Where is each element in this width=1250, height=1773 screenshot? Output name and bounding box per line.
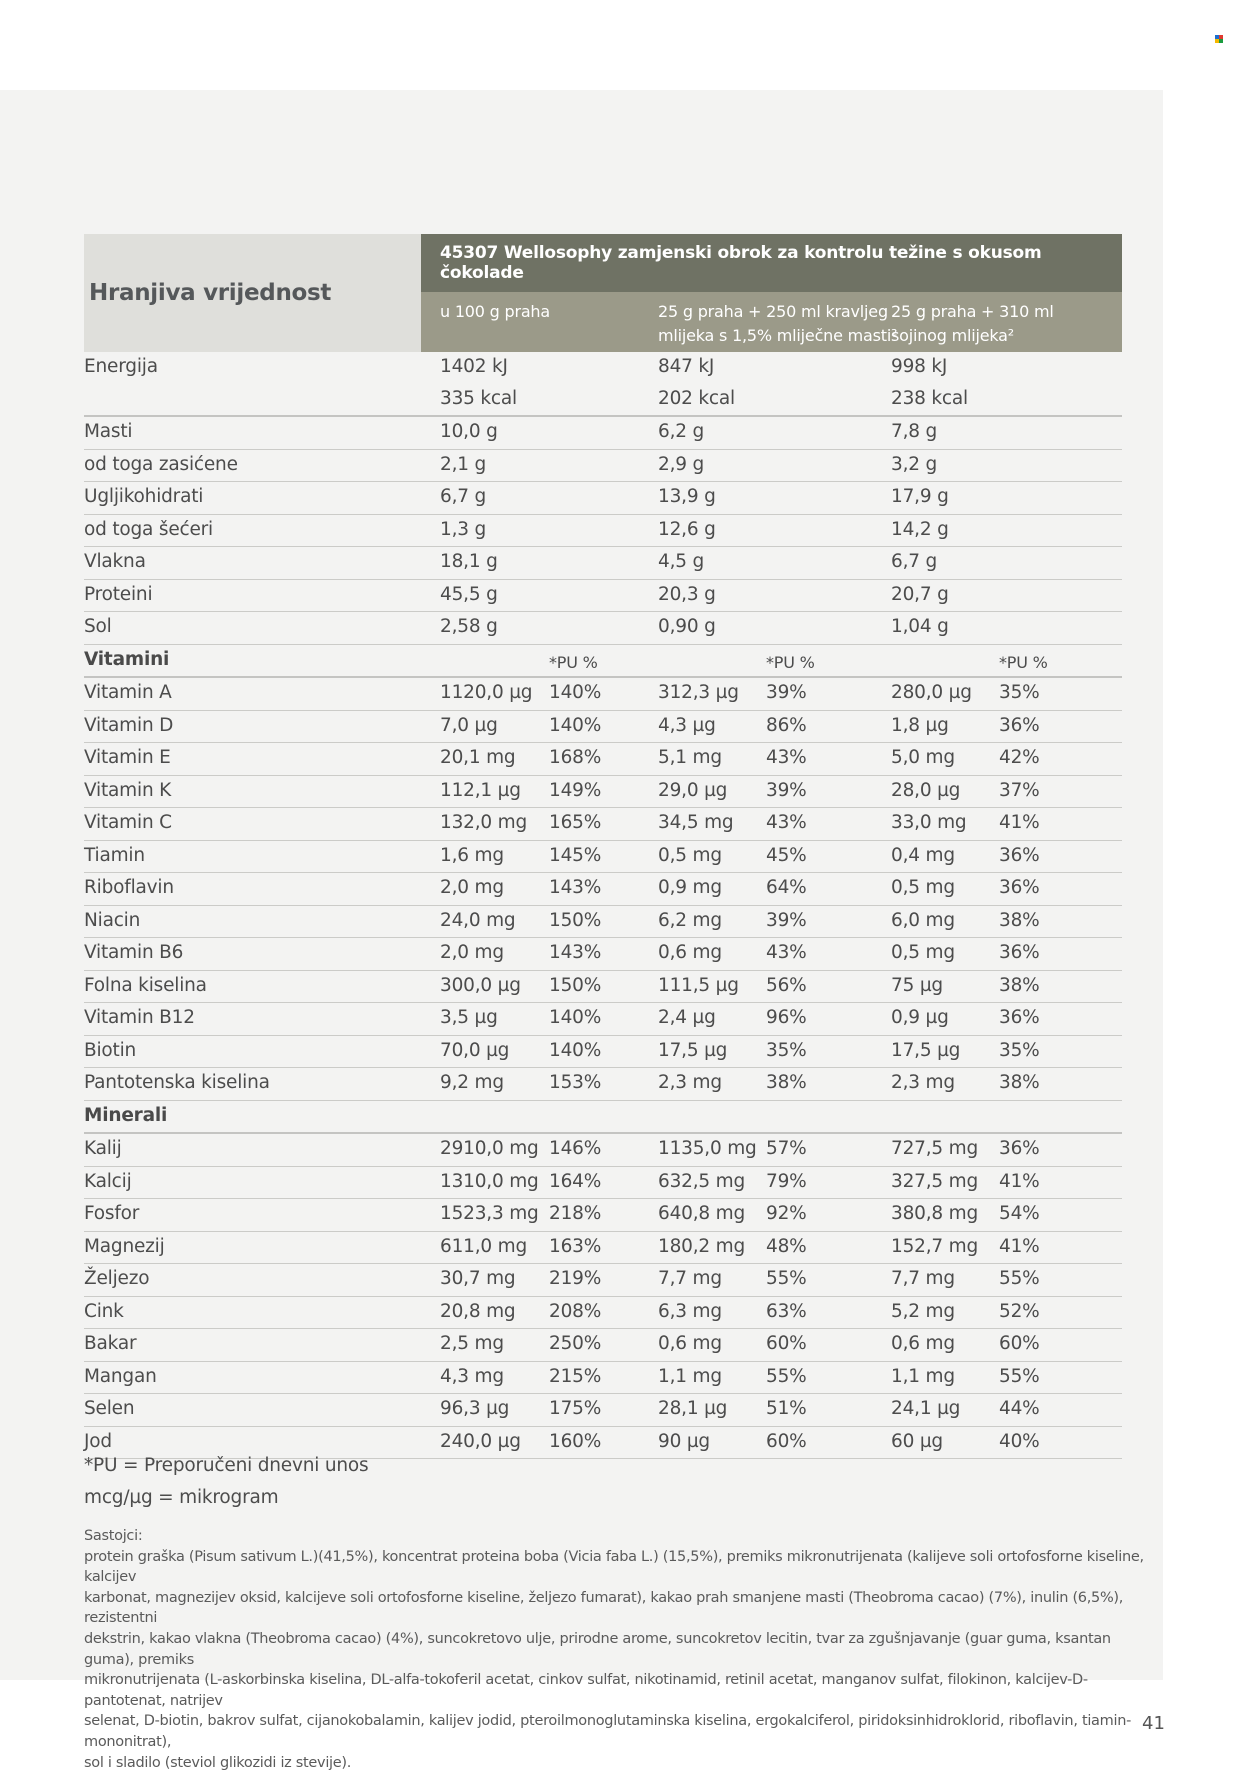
section-label: Minerali [84, 1104, 168, 1126]
cell-percent: 143% [549, 877, 602, 898]
table-row-niacin [84, 906, 1122, 939]
cell-percent: 153% [549, 1072, 602, 1093]
cell-value: 111,5 µg [658, 974, 739, 996]
row-label: Vitamin C [84, 812, 172, 833]
ingredients-line: mikronutrijenata (L-askorbinska kiselina, DL-alfa-tokoferil acetat, cinkov sulfat, nikotinamid, retinil acetat, manganov sulfat, filokinon, kalcijev-D-pantotenat, natrijev [84, 1672, 1088, 1709]
cell-value: 20,8 mg [440, 1300, 516, 1322]
table-row-vitamin-b6 [84, 938, 1122, 971]
cell-percent: 55% [999, 1365, 1040, 1387]
cell-percent: 56% [766, 974, 807, 996]
ingredients-line: dekstrin, kakao vlakna (Theobroma cacao) (4%), suncokretovo ulje, prirodne arome, suncokretov lecitin, tvar za zgušnjavanje (guar guma, ksantan guma), premiks [84, 1630, 1111, 1668]
logo-mark [1215, 35, 1224, 44]
table-row-mangan [84, 1362, 1122, 1395]
column-header-100g: u 100 g praha [440, 302, 550, 321]
cell-percent: 36% [999, 942, 1040, 963]
cell-value: 2910,0 mg [440, 1138, 539, 1159]
table-row-zeljezo [84, 1264, 1122, 1297]
table-row-folna-kiselina [84, 971, 1122, 1004]
cell-value: 1,6 mg [440, 844, 504, 866]
cell-value: 1523,3 mg [440, 1203, 539, 1224]
cell-percent: 140% [549, 682, 602, 703]
table-row-riboflavin [84, 873, 1122, 906]
cell-value: 1,8 µg [891, 714, 949, 736]
cell-value: 998 kJ [891, 356, 948, 377]
table-row-kalij [84, 1134, 1122, 1167]
cell-percent: 35% [766, 1039, 807, 1061]
table-row-ugljikohidrati [84, 482, 1122, 515]
cell-value: 34,5 mg [658, 812, 734, 833]
cell-percent: 96% [766, 1007, 807, 1028]
row-label: Masti [84, 421, 133, 442]
cell-value: 1,1 mg [658, 1365, 722, 1387]
cell-percent: 140% [549, 714, 602, 736]
cell-value: 17,9 g [891, 486, 949, 507]
row-label: Željezo [84, 1268, 150, 1289]
cell-value: 240,0 µg [440, 1430, 521, 1452]
ingredients-line: sol i sladilo (steviol glikozidi iz stevije). [84, 1754, 352, 1771]
cell-percent: 165% [549, 812, 602, 833]
cell-value: 9,2 mg [440, 1072, 504, 1093]
table-row-magnezij [84, 1232, 1122, 1265]
cell-value: 18,1 g [440, 551, 498, 572]
cell-percent: 38% [999, 974, 1040, 996]
table-body [84, 352, 1122, 1459]
cell-value: 20,3 g [658, 583, 716, 605]
section-row-minerals [84, 1101, 1122, 1135]
row-label: od toga zasićene [84, 453, 238, 475]
cell-percent: 37% [999, 779, 1040, 801]
cell-value: 7,7 mg [658, 1268, 722, 1289]
pu-header: *PU % [549, 652, 598, 672]
table-row-kalcij [84, 1167, 1122, 1200]
cell-percent: 40% [999, 1430, 1040, 1452]
column-header-cow-milk: 25 g praha + 250 ml kravljeg mlijeka s 1,5% mliječne masti² [658, 302, 898, 345]
row-label: od toga šećeri [84, 518, 213, 540]
row-label: Jod [84, 1430, 112, 1452]
cell-percent: 36% [999, 877, 1040, 898]
cell-value: 6,2 g [658, 421, 705, 442]
cell-percent: 150% [549, 974, 602, 996]
cell-value: 611,0 mg [440, 1235, 528, 1257]
cell-value: 90 µg [658, 1430, 710, 1452]
row-label: Riboflavin [84, 877, 174, 898]
cell-percent: 36% [999, 1007, 1040, 1028]
cell-value: 2,4 µg [658, 1007, 716, 1028]
cell-value: 3,5 µg [440, 1007, 498, 1028]
cell-value: 60 µg [891, 1430, 943, 1452]
cell-percent: 55% [766, 1365, 807, 1387]
cell-value: 3,2 g [891, 453, 938, 475]
table-row-od-toga-seceri [84, 515, 1122, 548]
cell-value: 13,9 g [658, 486, 716, 507]
cell-value: 30,7 mg [440, 1268, 516, 1289]
cell-value: 0,6 mg [658, 1333, 722, 1354]
table-row-biotin [84, 1036, 1122, 1069]
cell-value: 0,9 µg [891, 1007, 949, 1028]
cell-value: 0,6 mg [891, 1333, 955, 1354]
cell-value: 45,5 g [440, 583, 498, 605]
cell-percent: 35% [999, 682, 1040, 703]
cell-value: 1120,0 µg [440, 682, 533, 703]
cell-value: 6,0 mg [891, 909, 955, 931]
cell-percent: 36% [999, 714, 1040, 736]
row-label: Selen [84, 1398, 135, 1419]
cell-value: 132,0 mg [440, 812, 528, 833]
page-number: 41 [1142, 1713, 1165, 1734]
cell-percent: 38% [999, 909, 1040, 931]
cell-value: 335 kcal [440, 387, 517, 409]
table-row-energy-kj [84, 352, 1122, 384]
cell-percent: 79% [766, 1170, 807, 1192]
cell-percent: 39% [766, 779, 807, 801]
cell-value: 4,3 mg [440, 1365, 504, 1387]
serving-columns-header [421, 292, 1122, 352]
cell-value: 2,3 mg [891, 1072, 955, 1093]
footnotes [84, 1450, 368, 1514]
cell-value: 2,5 mg [440, 1333, 504, 1354]
cell-percent: 60% [766, 1430, 807, 1452]
product-header [421, 234, 1122, 292]
footnote-pu: *PU = Preporučeni dnevni unos [84, 1455, 369, 1476]
cell-percent: 150% [549, 909, 602, 931]
cell-percent: 55% [999, 1268, 1040, 1289]
table-row-vitamin-d [84, 711, 1122, 744]
table-row-vitamin-k [84, 776, 1122, 809]
cell-value: 75 µg [891, 974, 943, 996]
row-label: Vlakna [84, 551, 146, 572]
cell-percent: 92% [766, 1203, 807, 1224]
cell-value: 0,90 g [658, 616, 716, 637]
cell-value: 12,6 g [658, 518, 716, 540]
cell-percent: 175% [549, 1398, 602, 1419]
cell-value: 4,3 µg [658, 714, 716, 736]
cell-value: 33,0 mg [891, 812, 967, 833]
product-name: 45307 Wellosophy zamjenski obrok za kontrolu težine s okusom čokolade [440, 243, 1042, 283]
row-label: Proteini [84, 583, 153, 605]
row-label: Folna kiselina [84, 974, 207, 996]
table-row-vitamin-a [84, 678, 1122, 711]
cell-value: 70,0 µg [440, 1039, 510, 1061]
cell-value: 238 kcal [891, 387, 968, 409]
cell-percent: 64% [766, 877, 807, 898]
cell-value: 0,5 mg [891, 942, 955, 963]
cell-percent: 218% [549, 1203, 602, 1224]
cell-percent: 164% [549, 1170, 602, 1192]
row-label: Cink [84, 1300, 124, 1322]
cell-value: 24,1 µg [891, 1398, 961, 1419]
cell-percent: 45% [766, 844, 807, 866]
cell-percent: 55% [766, 1268, 807, 1289]
table-header-left [84, 234, 421, 352]
cell-percent: 60% [766, 1333, 807, 1354]
cell-percent: 43% [766, 812, 807, 833]
cell-percent: 163% [549, 1235, 602, 1257]
row-label: Vitamin K [84, 779, 172, 801]
table-row-od-toga-zasicene [84, 450, 1122, 483]
cell-value: 17,5 µg [658, 1039, 728, 1061]
table-row-fosfor [84, 1199, 1122, 1232]
pu-header: *PU % [766, 652, 815, 672]
cell-value: 6,3 mg [658, 1300, 722, 1322]
row-label: Vitamin D [84, 714, 174, 736]
pu-header: *PU % [999, 652, 1048, 672]
table-row-pantotenska-kiselina [84, 1068, 1122, 1101]
row-label: Vitamin E [84, 747, 171, 768]
ingredients [84, 1526, 1144, 1773]
ingredients-line: selenat, D-biotin, bakrov sulfat, cijanokobalamin, kalijev jodid, pteroilmonoglutaminska kiselina, ergokalciferol, piridoksinhidroklorid, riboflavin, tiamin-mononitrat), [84, 1713, 1132, 1750]
row-label: Energija [84, 356, 158, 377]
cell-percent: 51% [766, 1398, 807, 1419]
cell-percent: 86% [766, 714, 807, 736]
cell-percent: 43% [766, 942, 807, 963]
cell-percent: 36% [999, 844, 1040, 866]
table-row-bakar [84, 1329, 1122, 1362]
row-label: Kalij [84, 1138, 122, 1159]
row-label: Vitamin B12 [84, 1007, 195, 1028]
cell-value: 727,5 mg [891, 1138, 979, 1159]
cell-value: 29,0 µg [658, 779, 728, 801]
cell-value: 280,0 µg [891, 682, 972, 703]
column-header-soy-milk: 25 g praha + 310 ml sojinog mlijeka² [891, 302, 1054, 345]
cell-value: 14,2 g [891, 518, 949, 540]
nutrition-table [84, 234, 1122, 1459]
cell-percent: 36% [999, 1138, 1040, 1159]
cell-percent: 38% [766, 1072, 807, 1093]
cell-percent: 219% [549, 1268, 602, 1289]
cell-value: 28,1 µg [658, 1398, 728, 1419]
cell-value: 640,8 mg [658, 1203, 746, 1224]
row-label: Mangan [84, 1365, 157, 1387]
row-label: Tiamin [84, 844, 145, 866]
cell-value: 7,0 µg [440, 714, 498, 736]
cell-percent: 43% [766, 747, 807, 768]
cell-value: 6,7 g [440, 486, 487, 507]
cell-percent: 35% [999, 1039, 1040, 1061]
table-header [84, 234, 1122, 352]
cell-value: 2,58 g [440, 616, 498, 637]
cell-percent: 160% [549, 1430, 602, 1452]
cell-percent: 250% [549, 1333, 602, 1354]
cell-percent: 52% [999, 1300, 1040, 1322]
row-label: Pantotenska kiselina [84, 1072, 270, 1093]
cell-percent: 140% [549, 1007, 602, 1028]
cell-percent: 38% [999, 1072, 1040, 1093]
cell-value: 1135,0 mg [658, 1138, 757, 1159]
table-row-vitamin-c [84, 808, 1122, 841]
cell-value: 1,3 g [440, 518, 487, 540]
table-row-vlakna [84, 547, 1122, 580]
cell-percent: 143% [549, 942, 602, 963]
cell-value: 6,2 mg [658, 909, 722, 931]
cell-value: 5,0 mg [891, 747, 955, 768]
cell-percent: 41% [999, 1170, 1040, 1192]
cell-value: 24,0 mg [440, 909, 516, 931]
ingredients-line: protein graška (Pisum sativum L.)(41,5%), koncentrat proteina boba (Vicia faba L.) (15,5%), premiks mikronutrijenata (kalijeve soli ortofosforne kiseline, kalcijev [84, 1548, 1144, 1586]
cell-percent: 54% [999, 1203, 1040, 1224]
cell-value: 202 kcal [658, 387, 735, 409]
row-label: Kalcij [84, 1170, 132, 1192]
cell-percent: 48% [766, 1235, 807, 1257]
row-label: Magnezij [84, 1235, 165, 1257]
cell-value: 2,9 g [658, 453, 705, 475]
cell-value: 112,1 µg [440, 779, 521, 801]
cell-value: 2,0 mg [440, 942, 504, 963]
cell-value: 10,0 g [440, 421, 498, 442]
table-row-cink [84, 1297, 1122, 1330]
cell-value: 847 kJ [658, 356, 715, 377]
row-label: Sol [84, 616, 112, 637]
cell-percent: 140% [549, 1039, 602, 1061]
cell-value: 0,5 mg [891, 877, 955, 898]
ingredients-line: karbonat, magnezijev oksid, kalcijeve soli ortofosforne kiseline, željezo fumarat), kakao prah smanjene masti (Theobroma cacao) (7%), inulin (6,5%), rezistentni [84, 1589, 1124, 1627]
cell-value: 380,8 mg [891, 1203, 979, 1224]
cell-percent: 41% [999, 812, 1040, 833]
table-row-sol [84, 612, 1122, 645]
cell-value: 20,7 g [891, 583, 949, 605]
cell-value: 20,1 mg [440, 747, 516, 768]
cell-value: 4,5 g [658, 551, 705, 572]
cell-percent: 42% [999, 747, 1040, 768]
cell-value: 96,3 µg [440, 1398, 510, 1419]
cell-percent: 146% [549, 1138, 602, 1159]
cell-percent: 39% [766, 909, 807, 931]
ingredients-title: Sastojci: [84, 1528, 143, 1544]
table-row-energy-kcal [84, 384, 1122, 418]
cell-value: 2,0 mg [440, 877, 504, 898]
cell-value: 0,5 mg [658, 844, 722, 866]
cell-value: 0,9 mg [658, 877, 722, 898]
cell-percent: 208% [549, 1300, 602, 1322]
cell-value: 1,04 g [891, 616, 949, 637]
row-label: Fosfor [84, 1203, 140, 1224]
cell-percent: 44% [999, 1398, 1040, 1419]
cell-value: 0,6 mg [658, 942, 722, 963]
cell-value: 1310,0 mg [440, 1170, 539, 1192]
cell-percent: 57% [766, 1138, 807, 1159]
cell-value: 5,2 mg [891, 1300, 955, 1322]
row-label: Vitamin A [84, 682, 172, 703]
cell-value: 1,1 mg [891, 1365, 955, 1387]
row-label: Niacin [84, 909, 141, 931]
cell-value: 5,1 mg [658, 747, 722, 768]
table-title: Hranjiva vrijednost [89, 280, 332, 306]
table-row-vitamin-e [84, 743, 1122, 776]
cell-value: 180,2 mg [658, 1235, 746, 1257]
cell-value: 28,0 µg [891, 779, 961, 801]
section-label: Vitamini [84, 648, 170, 670]
cell-percent: 145% [549, 844, 602, 866]
table-row-masti [84, 417, 1122, 450]
cell-value: 632,5 mg [658, 1170, 746, 1192]
cell-percent: 149% [549, 779, 602, 801]
cell-value: 17,5 µg [891, 1039, 961, 1061]
cell-value: 0,4 mg [891, 844, 955, 866]
table-row-selen [84, 1394, 1122, 1427]
cell-percent: 168% [549, 747, 602, 768]
table-row-tiamin [84, 841, 1122, 874]
row-label: Ugljikohidrati [84, 486, 204, 507]
cell-value: 327,5 mg [891, 1170, 979, 1192]
cell-value: 2,3 mg [658, 1072, 722, 1093]
table-row-vitamin-b12 [84, 1003, 1122, 1036]
cell-value: 7,8 g [891, 421, 938, 442]
row-label: Biotin [84, 1039, 137, 1061]
cell-percent: 63% [766, 1300, 807, 1322]
footnote-mcg: mcg/µg = mikrogram [84, 1487, 279, 1508]
cell-value: 152,7 mg [891, 1235, 979, 1257]
cell-percent: 215% [549, 1365, 602, 1387]
cell-percent: 41% [999, 1235, 1040, 1257]
cell-percent: 39% [766, 682, 807, 703]
cell-percent: 60% [999, 1333, 1040, 1354]
cell-value: 300,0 µg [440, 974, 521, 996]
section-row-vitamins [84, 645, 1122, 679]
cell-value: 6,7 g [891, 551, 938, 572]
row-label: Vitamin B6 [84, 942, 184, 963]
cell-value: 7,7 mg [891, 1268, 955, 1289]
cell-value: 2,1 g [440, 453, 487, 475]
table-row-proteini [84, 580, 1122, 613]
cell-value: 1402 kJ [440, 356, 508, 377]
row-label: Bakar [84, 1333, 137, 1354]
cell-value: 312,3 µg [658, 682, 739, 703]
